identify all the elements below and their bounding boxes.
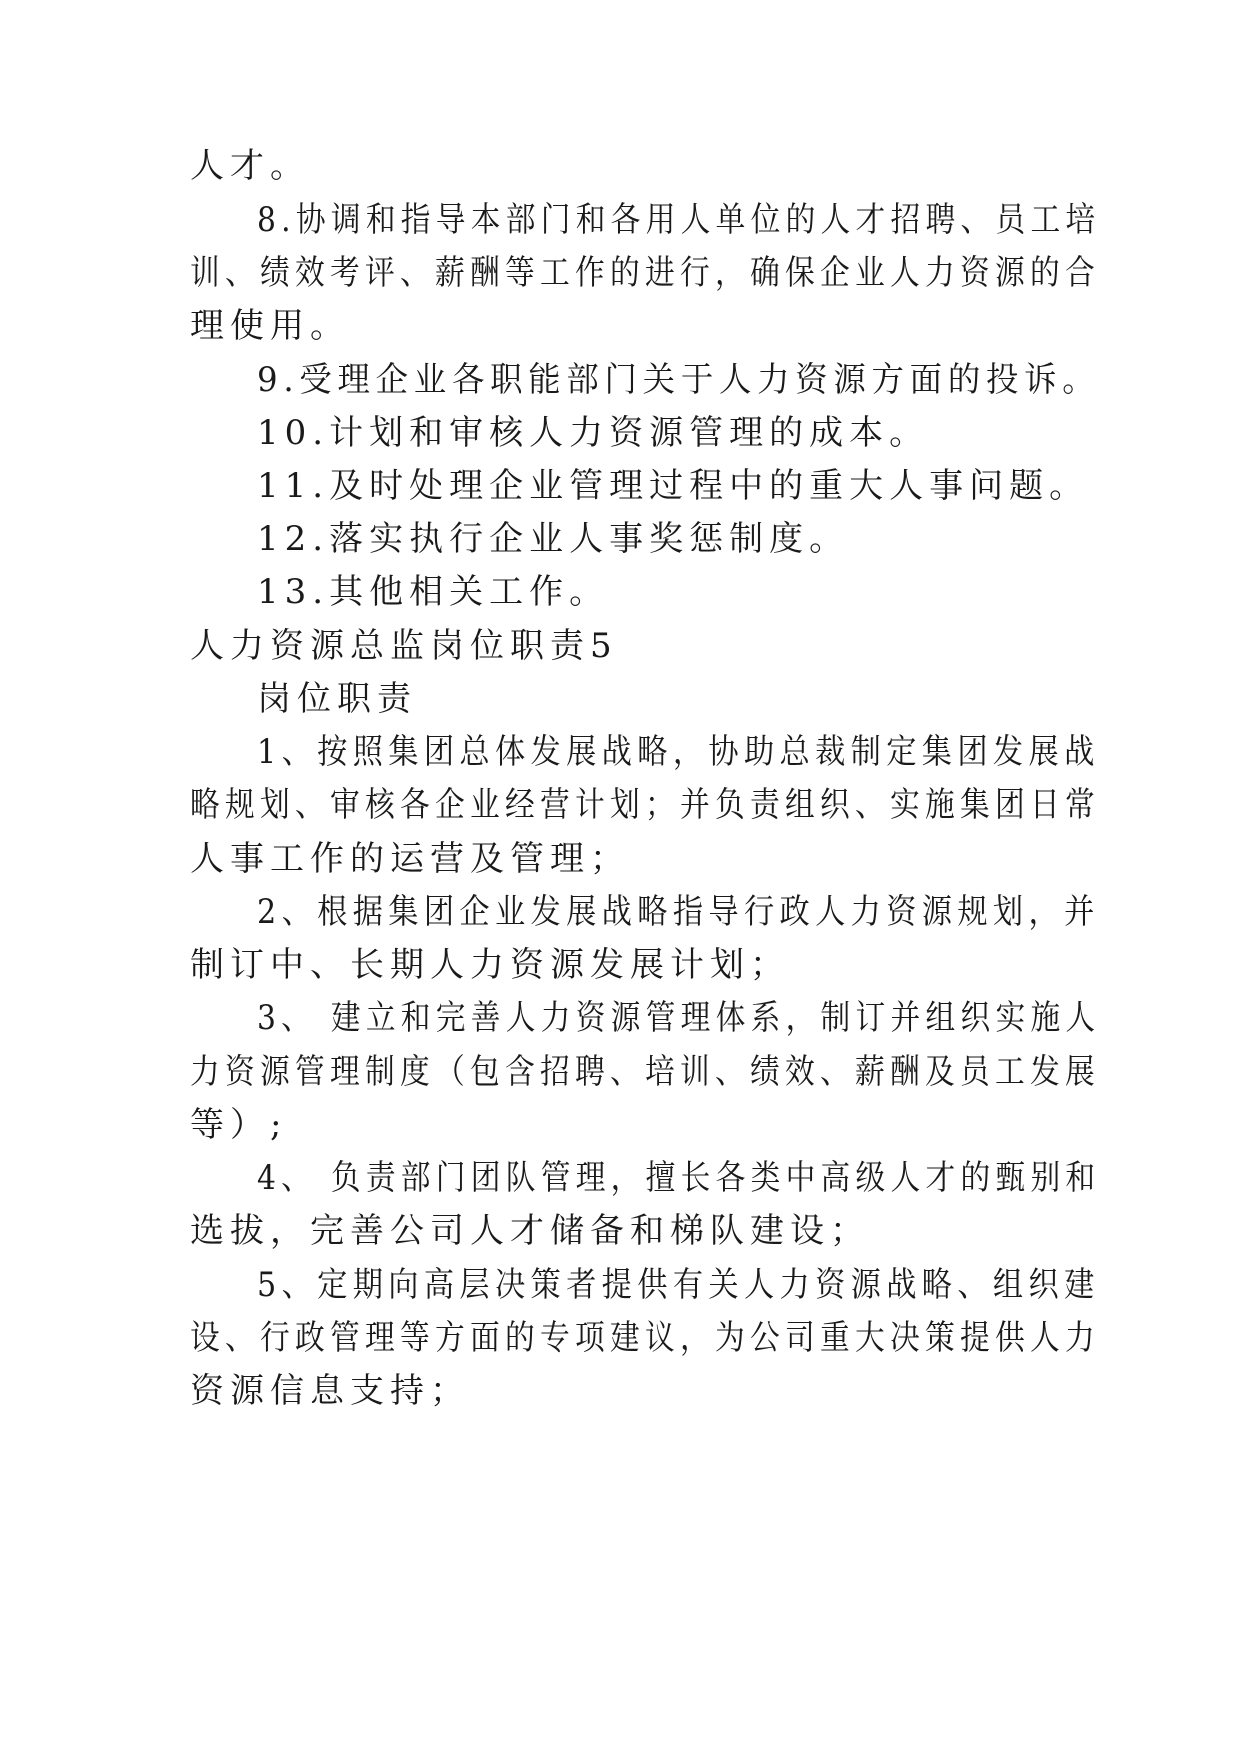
text-line: 设、行政管理等方面的专项建议，为公司重大决策提供人力 xyxy=(190,1318,1100,1358)
text-line: 等）; xyxy=(190,1105,288,1145)
text-line: 略规划、审核各企业经营计划；并负责组织、实施集团日常 xyxy=(190,785,1100,825)
text-line: 人才。 xyxy=(190,146,310,186)
text-line: 制订中、长期人力资源发展计划； xyxy=(190,945,790,985)
text-line: 人事工作的运营及管理； xyxy=(190,839,630,879)
text-line: 理使用。 xyxy=(190,306,350,346)
text-line: 12.落实执行企业人事奖惩制度。 xyxy=(257,519,850,559)
text-line: 10.计划和审核人力资源管理的成本。 xyxy=(257,413,930,453)
text-line: 训、绩效考评、薪酬等工作的进行，确保企业人力资源的合 xyxy=(190,253,1100,293)
text-line: 4、 负责部门团队管理，擅长各类中高级人才的甄别和 xyxy=(257,1158,1101,1198)
section-heading: 人力资源总监岗位职责5 xyxy=(190,626,618,666)
text-line: 3、 建立和完善人力资源管理体系，制订并组织实施人 xyxy=(257,998,1101,1038)
text-line: 资源信息支持； xyxy=(190,1371,470,1411)
text-line: 2、根据集团企业发展战略指导行政人力资源规划，并 xyxy=(257,892,1100,932)
text-line: 选拔，完善公司人才储备和梯队建设； xyxy=(190,1211,870,1251)
text-line: 11.及时处理企业管理过程中的重大人事问题。 xyxy=(257,466,1090,506)
text-line: 9.受理企业各职能部门关于人力资源方面的投诉。 xyxy=(257,360,1101,400)
text-line: 8.协调和指导本部门和各用人单位的人才招聘、员工培 xyxy=(257,200,1101,240)
text-line: 13.其他相关工作。 xyxy=(257,572,610,612)
text-line: 力资源管理制度（包含招聘、培训、绩效、薪酬及员工发展 xyxy=(190,1052,1100,1092)
text-line: 5、定期向高层决策者提供有关人力资源战略、组织建 xyxy=(257,1265,1100,1305)
subsection-heading: 岗位职责 xyxy=(257,679,417,719)
text-line: 1、按照集团总体发展战略，协助总裁制定集团发展战 xyxy=(257,732,1100,772)
